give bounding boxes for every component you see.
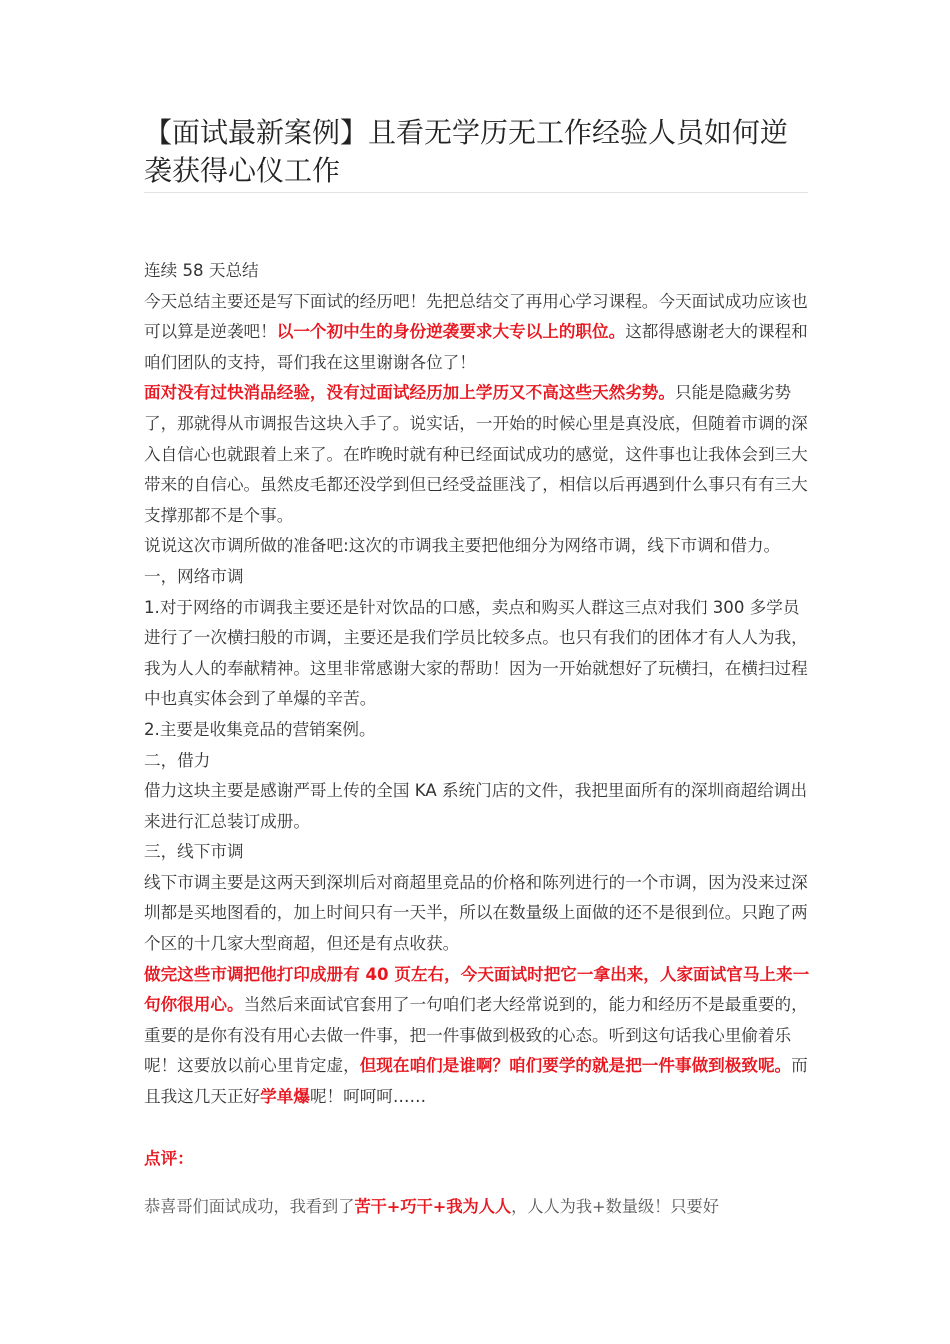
comment-text: [144, 1192, 812, 1222]
text-run: 一，网络市调: [144, 566, 244, 586]
text-run: 线下市调主要是这两天到深圳后对商超里竞品的价格和陈列进行的一个市调，因为没来过深圳都是买地图看的，加上时间只有一天半，所以在数量级上面做的还不是很到位。只跑了两个区的十几家大型商超，但还是有点收获。: [144, 872, 808, 954]
highlighted-text: 面对没有过快消品经验，没有过面试经历加上学历又不高这些天然劣势。: [144, 383, 675, 403]
paragraph: [144, 531, 812, 562]
highlighted-text: 做完这些市调把他打印成册有 40 页左右，今天面试时把它一拿出来，人家面试官马上来一句你很用心。: [144, 964, 810, 1015]
paragraph: [144, 837, 812, 868]
paragraph: [144, 868, 812, 960]
paragraph: [144, 287, 812, 379]
comment-heading: 点评：: [144, 1149, 194, 1168]
text-run: 1.对于网络的市调我主要还是针对饮品的口感，卖点和购买人群这三点对我们 300 多学员进行了一次横扫般的市调，主要还是我们学员比较多点。也只有我们的团体才有人人为我，我为人人的奉献精神。这里非常感谢大家的帮助！因为一开始就想好了玩横扫，在横扫过程中也真实体会到了单爆的辛苦。: [144, 597, 808, 709]
text-run: 呢！呵呵呵……: [309, 1087, 427, 1107]
text-run: 二，借力: [144, 750, 211, 770]
title-divider: [144, 192, 808, 193]
paragraph: [144, 715, 812, 746]
text-run: 说说这次市调所做的准备吧:这次的市调我主要把他细分为网络市调，线下市调和借力。: [144, 536, 781, 556]
text-run: 只能是隐藏劣势了，那就得从市调报告这块入手了。说实话，一开始的时候心里是真没底，但随着市调的深入自信心也就跟着上来了。在昨晚时就有种已经面试成功的感觉，这件事也让我体会到三大带来的自信心。虽然皮毛都还没学到但已经受益匪浅了，相信以后再遇到什么事只有有三大支撑那都不是个事。: [144, 383, 808, 525]
paragraph: [144, 776, 812, 837]
paragraph: [144, 593, 812, 715]
text-run: 借力这块主要是感谢严哥上传的全国 KA 系统门店的文件，我把里面所有的深圳商超给调出来进行汇总装订成册。: [144, 781, 808, 831]
paragraph: [144, 256, 812, 287]
text-run: 三，线下市调: [144, 842, 244, 862]
text-run: 今天总结主要还是写下面试的经历吧！先把总结交了再用心学习课程。今天面试成功应该也可以算是逆袭吧！: [144, 291, 808, 342]
highlighted-text: 但现在咱们是谁啊？咱们要学的就是把一件事做到极致呢。: [359, 1056, 792, 1076]
highlighted-text: 学单爆: [260, 1087, 310, 1107]
paragraph: [144, 746, 812, 777]
text-run: 恭喜哥们面试成功，我看到了: [144, 1197, 355, 1216]
text-run: 当然后来面试官套用了一句咱们老大经常说到的，能力和经历不是最重要的，重要的是你有没有用心去做一件事，把一件事做到极致的心态。听到这句话我心里偷着乐呢！这要放以前心里肯定虚，: [144, 995, 808, 1076]
paragraph: [144, 378, 812, 531]
text-run: 这都得感谢老大的课程和咱们团队的支持，哥们我在这里谢谢各位了！: [144, 322, 808, 372]
article-body: [144, 256, 812, 1113]
paragraph: [144, 960, 812, 1113]
page-title: 【面试最新案例】且看无学历无工作经验人员如何逆袭获得心仪工作: [144, 116, 789, 187]
text-run: 而且我这几天正好: [144, 1056, 808, 1107]
highlighted-text: 苦干+巧干+我为人人: [354, 1197, 512, 1216]
text-run: 连续 58 天总结: [144, 261, 259, 280]
text-run: ，人人为我+数量级！只要好: [511, 1197, 719, 1216]
paragraph: [144, 562, 812, 593]
text-run: 2.主要是收集竞品的营销案例。: [144, 719, 376, 739]
highlighted-text: 以一个初中生的身份逆袭要求大专以上的职位。: [276, 322, 626, 342]
